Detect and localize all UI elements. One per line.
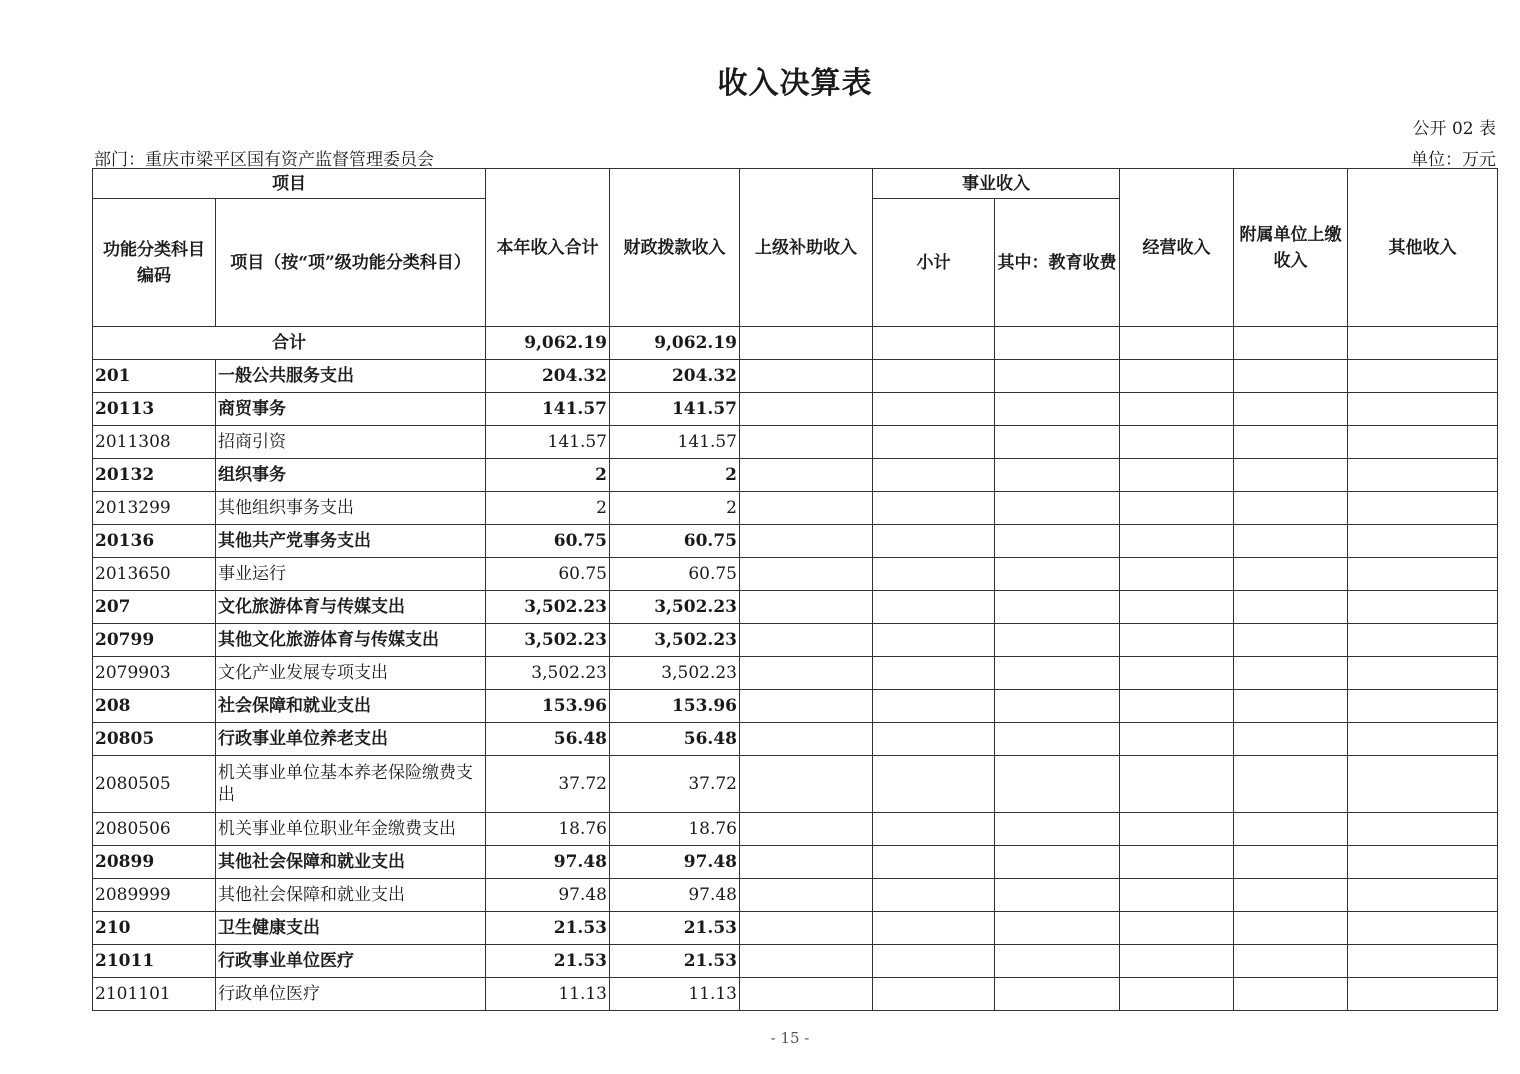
row-code: 21011 [93, 945, 216, 978]
empty-cell [1120, 624, 1234, 657]
row-total: 56.48 [486, 723, 610, 756]
row-code: 2089999 [93, 879, 216, 912]
row-code: 2013650 [93, 558, 216, 591]
header-name: 项目（按“项”级功能分类科目） [216, 199, 486, 327]
empty-cell [1348, 591, 1498, 624]
empty-cell [1120, 393, 1234, 426]
empty-cell [740, 846, 873, 879]
row-fiscal: 97.48 [610, 846, 740, 879]
table-row [93, 945, 1498, 978]
empty-cell [1120, 912, 1234, 945]
empty-cell [740, 360, 873, 393]
empty-cell [740, 591, 873, 624]
row-total: 141.57 [486, 393, 610, 426]
empty-cell [873, 978, 995, 1011]
table-row [93, 492, 1498, 525]
empty-cell [740, 978, 873, 1011]
row-fiscal: 141.57 [610, 426, 740, 459]
row-total: 3,502.23 [486, 657, 610, 690]
header-other: 其他收入 [1348, 169, 1498, 327]
header-education: 其中：教育收费 [995, 199, 1120, 327]
empty-cell [740, 912, 873, 945]
row-name: 其他社会保障和就业支出 [216, 846, 486, 879]
row-name: 其他社会保障和就业支出 [216, 879, 486, 912]
empty-cell [1120, 723, 1234, 756]
row-total: 3,502.23 [486, 624, 610, 657]
total-amount: 9,062.19 [486, 327, 610, 360]
empty-cell [873, 912, 995, 945]
row-code: 20799 [93, 624, 216, 657]
row-name: 其他文化旅游体育与传媒支出 [216, 624, 486, 657]
empty-cell [740, 879, 873, 912]
row-total: 60.75 [486, 558, 610, 591]
empty-cell [995, 459, 1120, 492]
empty-cell [1348, 813, 1498, 846]
row-name: 商贸事务 [216, 393, 486, 426]
empty-cell [995, 813, 1120, 846]
row-fiscal: 3,502.23 [610, 624, 740, 657]
empty-cell [995, 978, 1120, 1011]
empty-cell [995, 723, 1120, 756]
row-total: 3,502.23 [486, 591, 610, 624]
row-name: 其他共产党事务支出 [216, 525, 486, 558]
empty-cell [1348, 756, 1498, 813]
row-code: 210 [93, 912, 216, 945]
header-business-group: 事业收入 [873, 169, 1120, 199]
empty-cell [1234, 657, 1348, 690]
row-name: 机关事业单位职业年金缴费支出 [216, 813, 486, 846]
row-fiscal: 37.72 [610, 756, 740, 813]
empty-cell [740, 657, 873, 690]
page-number: - 15 - [770, 1029, 810, 1047]
empty-cell [873, 690, 995, 723]
total-row [93, 327, 1498, 360]
table-row [93, 756, 1498, 813]
empty-cell [995, 756, 1120, 813]
table-row [93, 846, 1498, 879]
empty-cell [995, 624, 1120, 657]
empty-cell [1348, 657, 1498, 690]
unit-label: 单位：万元 [1411, 150, 1496, 170]
row-code: 2080506 [93, 813, 216, 846]
row-name: 行政事业单位医疗 [216, 945, 486, 978]
empty-cell [1234, 945, 1348, 978]
row-fiscal: 21.53 [610, 912, 740, 945]
empty-cell [1348, 360, 1498, 393]
empty-cell [740, 393, 873, 426]
table-row [93, 879, 1498, 912]
row-name: 机关事业单位基本养老保险缴费支出 [216, 756, 486, 813]
empty-cell [1120, 690, 1234, 723]
empty-cell [1348, 945, 1498, 978]
row-total: 97.48 [486, 879, 610, 912]
row-fiscal: 204.32 [610, 360, 740, 393]
header-code: 功能分类科目编码 [93, 199, 216, 327]
empty-cell [1348, 558, 1498, 591]
empty-cell [1120, 879, 1234, 912]
row-fiscal: 60.75 [610, 525, 740, 558]
row-total: 37.72 [486, 756, 610, 813]
empty-cell [995, 879, 1120, 912]
empty-cell [995, 591, 1120, 624]
empty-cell [740, 459, 873, 492]
empty-cell [873, 657, 995, 690]
row-total: 141.57 [486, 426, 610, 459]
empty-cell [995, 360, 1120, 393]
form-number: 公开 02 表 [1412, 119, 1496, 139]
empty-cell [873, 945, 995, 978]
row-code: 20136 [93, 525, 216, 558]
row-fiscal: 56.48 [610, 723, 740, 756]
empty-cell [1120, 459, 1234, 492]
empty-cell [995, 657, 1120, 690]
empty-cell [1348, 426, 1498, 459]
row-name: 文化旅游体育与传媒支出 [216, 591, 486, 624]
empty-cell [873, 591, 995, 624]
header-fiscal: 财政拨款收入 [610, 169, 740, 327]
row-total: 21.53 [486, 912, 610, 945]
page-title: 收入决算表 [717, 66, 873, 101]
row-code: 207 [93, 591, 216, 624]
row-total: 18.76 [486, 813, 610, 846]
header-affiliated: 附属单位上缴收入 [1234, 169, 1348, 327]
empty-cell [740, 813, 873, 846]
table-row [93, 360, 1498, 393]
row-code: 2011308 [93, 426, 216, 459]
empty-cell [740, 558, 873, 591]
row-name: 事业运行 [216, 558, 486, 591]
table-row [93, 525, 1498, 558]
empty-cell [1120, 846, 1234, 879]
empty-cell [1120, 591, 1234, 624]
table-row [93, 558, 1498, 591]
empty-cell [740, 945, 873, 978]
table-row [93, 624, 1498, 657]
row-fiscal: 18.76 [610, 813, 740, 846]
row-total: 21.53 [486, 945, 610, 978]
table-row [93, 690, 1498, 723]
empty-cell [1234, 690, 1348, 723]
table-row [93, 978, 1498, 1011]
empty-cell [1234, 459, 1348, 492]
empty-cell [740, 492, 873, 525]
row-code: 208 [93, 690, 216, 723]
empty-cell [873, 723, 995, 756]
row-fiscal: 97.48 [610, 879, 740, 912]
row-fiscal: 2 [610, 492, 740, 525]
row-total: 2 [486, 459, 610, 492]
header-superior: 上级补助收入 [740, 169, 873, 327]
empty-cell [1120, 945, 1234, 978]
empty-cell [1120, 558, 1234, 591]
header-operating: 经营收入 [1120, 169, 1234, 327]
empty-cell [1348, 459, 1498, 492]
total-fiscal: 9,062.19 [610, 327, 740, 360]
empty-cell [1348, 393, 1498, 426]
empty-cell [1234, 756, 1348, 813]
empty-cell [740, 624, 873, 657]
table-row [93, 912, 1498, 945]
income-table [92, 168, 1498, 1011]
table-row [93, 813, 1498, 846]
empty-cell [995, 846, 1120, 879]
header-project-group: 项目 [93, 169, 486, 199]
empty-cell [1234, 525, 1348, 558]
empty-cell [740, 525, 873, 558]
table-row [93, 426, 1498, 459]
empty-cell [873, 360, 995, 393]
empty-cell [1234, 360, 1348, 393]
empty-cell [995, 426, 1120, 459]
header-subtotal: 小计 [873, 199, 995, 327]
empty-cell [1234, 723, 1348, 756]
row-fiscal: 153.96 [610, 690, 740, 723]
empty-cell [1120, 978, 1234, 1011]
empty-cell [1234, 978, 1348, 1011]
empty-cell [1120, 492, 1234, 525]
empty-cell [873, 426, 995, 459]
empty-cell [1120, 813, 1234, 846]
row-code: 2013299 [93, 492, 216, 525]
empty-cell [1120, 426, 1234, 459]
row-code: 2101101 [93, 978, 216, 1011]
empty-cell [740, 756, 873, 813]
row-name: 其他组织事务支出 [216, 492, 486, 525]
empty-cell [995, 690, 1120, 723]
row-name: 一般公共服务支出 [216, 360, 486, 393]
empty-cell [995, 393, 1120, 426]
empty-cell [1120, 756, 1234, 813]
row-fiscal: 21.53 [610, 945, 740, 978]
table-row [93, 723, 1498, 756]
header-total: 本年收入合计 [486, 169, 610, 327]
empty-cell [1348, 879, 1498, 912]
row-total: 11.13 [486, 978, 610, 1011]
empty-cell [1234, 624, 1348, 657]
row-total: 2 [486, 492, 610, 525]
department-label: 部门：重庆市梁平区国有资产监督管理委员会 [94, 150, 434, 170]
empty-cell [995, 912, 1120, 945]
row-fiscal: 3,502.23 [610, 657, 740, 690]
empty-cell [1348, 525, 1498, 558]
row-code: 20899 [93, 846, 216, 879]
row-code: 20132 [93, 459, 216, 492]
empty-cell [1120, 657, 1234, 690]
empty-cell [873, 558, 995, 591]
table-row [93, 591, 1498, 624]
row-fiscal: 60.75 [610, 558, 740, 591]
empty-cell [1120, 360, 1234, 393]
empty-cell [1348, 723, 1498, 756]
row-name: 卫生健康支出 [216, 912, 486, 945]
empty-cell [995, 558, 1120, 591]
empty-cell [1120, 525, 1234, 558]
row-name: 行政事业单位养老支出 [216, 723, 486, 756]
empty-cell [995, 525, 1120, 558]
row-name: 行政单位医疗 [216, 978, 486, 1011]
row-name: 组织事务 [216, 459, 486, 492]
empty-cell [1348, 912, 1498, 945]
empty-cell [873, 879, 995, 912]
empty-cell [995, 492, 1120, 525]
table-row [93, 657, 1498, 690]
empty-cell [873, 756, 995, 813]
empty-cell [740, 723, 873, 756]
empty-cell [873, 492, 995, 525]
row-name: 招商引资 [216, 426, 486, 459]
empty-cell [873, 393, 995, 426]
empty-cell [1234, 846, 1348, 879]
empty-cell [1234, 591, 1348, 624]
empty-cell [1234, 492, 1348, 525]
empty-cell [740, 426, 873, 459]
empty-cell [1234, 879, 1348, 912]
row-total: 60.75 [486, 525, 610, 558]
row-total: 153.96 [486, 690, 610, 723]
row-total: 97.48 [486, 846, 610, 879]
table-row [93, 459, 1498, 492]
empty-cell [1234, 393, 1348, 426]
row-code: 2080505 [93, 756, 216, 813]
row-fiscal: 2 [610, 459, 740, 492]
empty-cell [740, 690, 873, 723]
empty-cell [1348, 492, 1498, 525]
row-fiscal: 11.13 [610, 978, 740, 1011]
empty-cell [1234, 558, 1348, 591]
row-code: 201 [93, 360, 216, 393]
row-total: 204.32 [486, 360, 610, 393]
row-code: 20113 [93, 393, 216, 426]
empty-cell [873, 846, 995, 879]
row-fiscal: 3,502.23 [610, 591, 740, 624]
row-name: 社会保障和就业支出 [216, 690, 486, 723]
empty-cell [1348, 690, 1498, 723]
row-fiscal: 141.57 [610, 393, 740, 426]
empty-cell [873, 624, 995, 657]
empty-cell [1234, 912, 1348, 945]
empty-cell [1234, 813, 1348, 846]
total-label: 合计 [93, 327, 486, 360]
empty-cell [995, 945, 1120, 978]
row-code: 2079903 [93, 657, 216, 690]
empty-cell [873, 813, 995, 846]
empty-cell [873, 459, 995, 492]
empty-cell [873, 525, 995, 558]
empty-cell [1348, 624, 1498, 657]
table-row [93, 393, 1498, 426]
empty-cell [1348, 978, 1498, 1011]
empty-cell [1234, 426, 1348, 459]
row-name: 文化产业发展专项支出 [216, 657, 486, 690]
row-code: 20805 [93, 723, 216, 756]
empty-cell [1348, 846, 1498, 879]
